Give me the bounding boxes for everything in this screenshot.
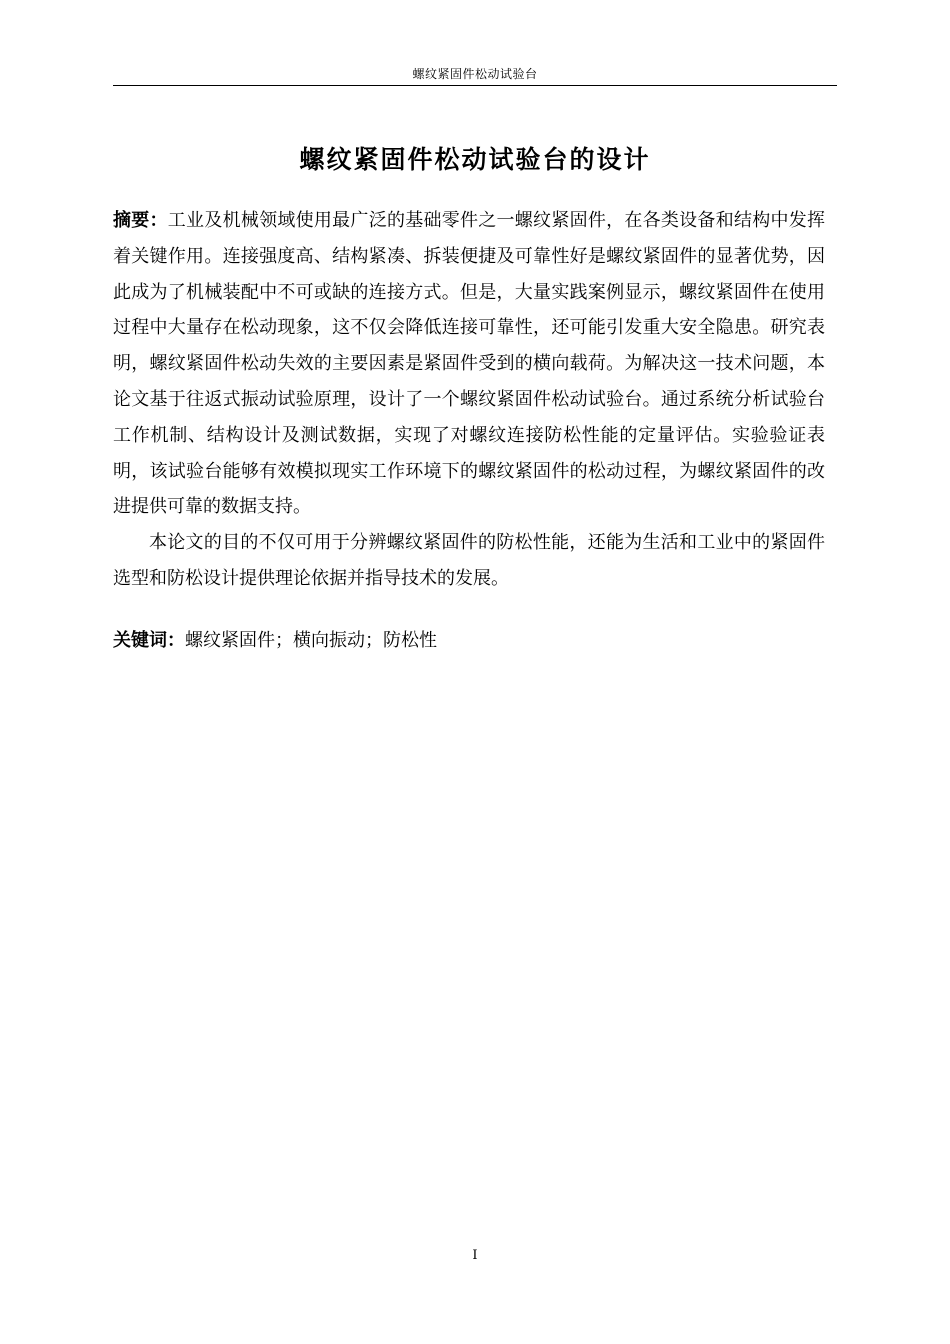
header-rule: [113, 85, 837, 86]
abstract-paragraph-1: [113, 203, 825, 525]
page-number: I: [472, 1248, 478, 1263]
keywords-label: 关键词：: [113, 630, 185, 651]
abstract-text-1: 工业及机械领域使用最广泛的基础零件之一螺纹紧固件，在各类设备和结构中发挥着关键作用。连接强度高、结构紧凑、拆装便捷及可靠性好是螺纹紧固件的显著优势，因此成为了机械装配中不可或缺的连接方式。但是，大量实践案例显示，螺纹紧固件在使用过程中大量存在松动现象，这不仅会降低连接可靠性，还可能引发重大安全隐患。研究表明，螺纹紧固件松动失效的主要因素是紧固件受到的横向载荷。为解决这一技术问题，本论文基于往返式振动试验原理，设计了一个螺纹紧固件松动试验台。通过系统分析试验台工作机制、结构设计及测试数据，实现了对螺纹连接防松性能的定量评估。实验验证表明，该试验台能够有效模拟现实工作环境下的螺纹紧固件的松动过程，为螺纹紧固件的改进提供可靠的数据支持。: [113, 210, 826, 518]
abstract-paragraph-2: 本论文的目的不仅可用于分辨螺纹紧固件的防松性能，还能为生活和工业中的紧固件选型和防松设计提供理论依据并指导技术的发展。: [113, 532, 825, 589]
keywords-value: 螺纹紧固件；横向振动；防松性: [185, 630, 437, 651]
abstract-label: 摘要：: [113, 210, 168, 231]
abstract-section: [113, 203, 825, 597]
running-header: 螺纹紧固件松动试验台: [412, 67, 538, 81]
document-title: 螺纹紧固件松动试验台的设计: [299, 145, 651, 174]
keywords-section: [113, 623, 825, 659]
